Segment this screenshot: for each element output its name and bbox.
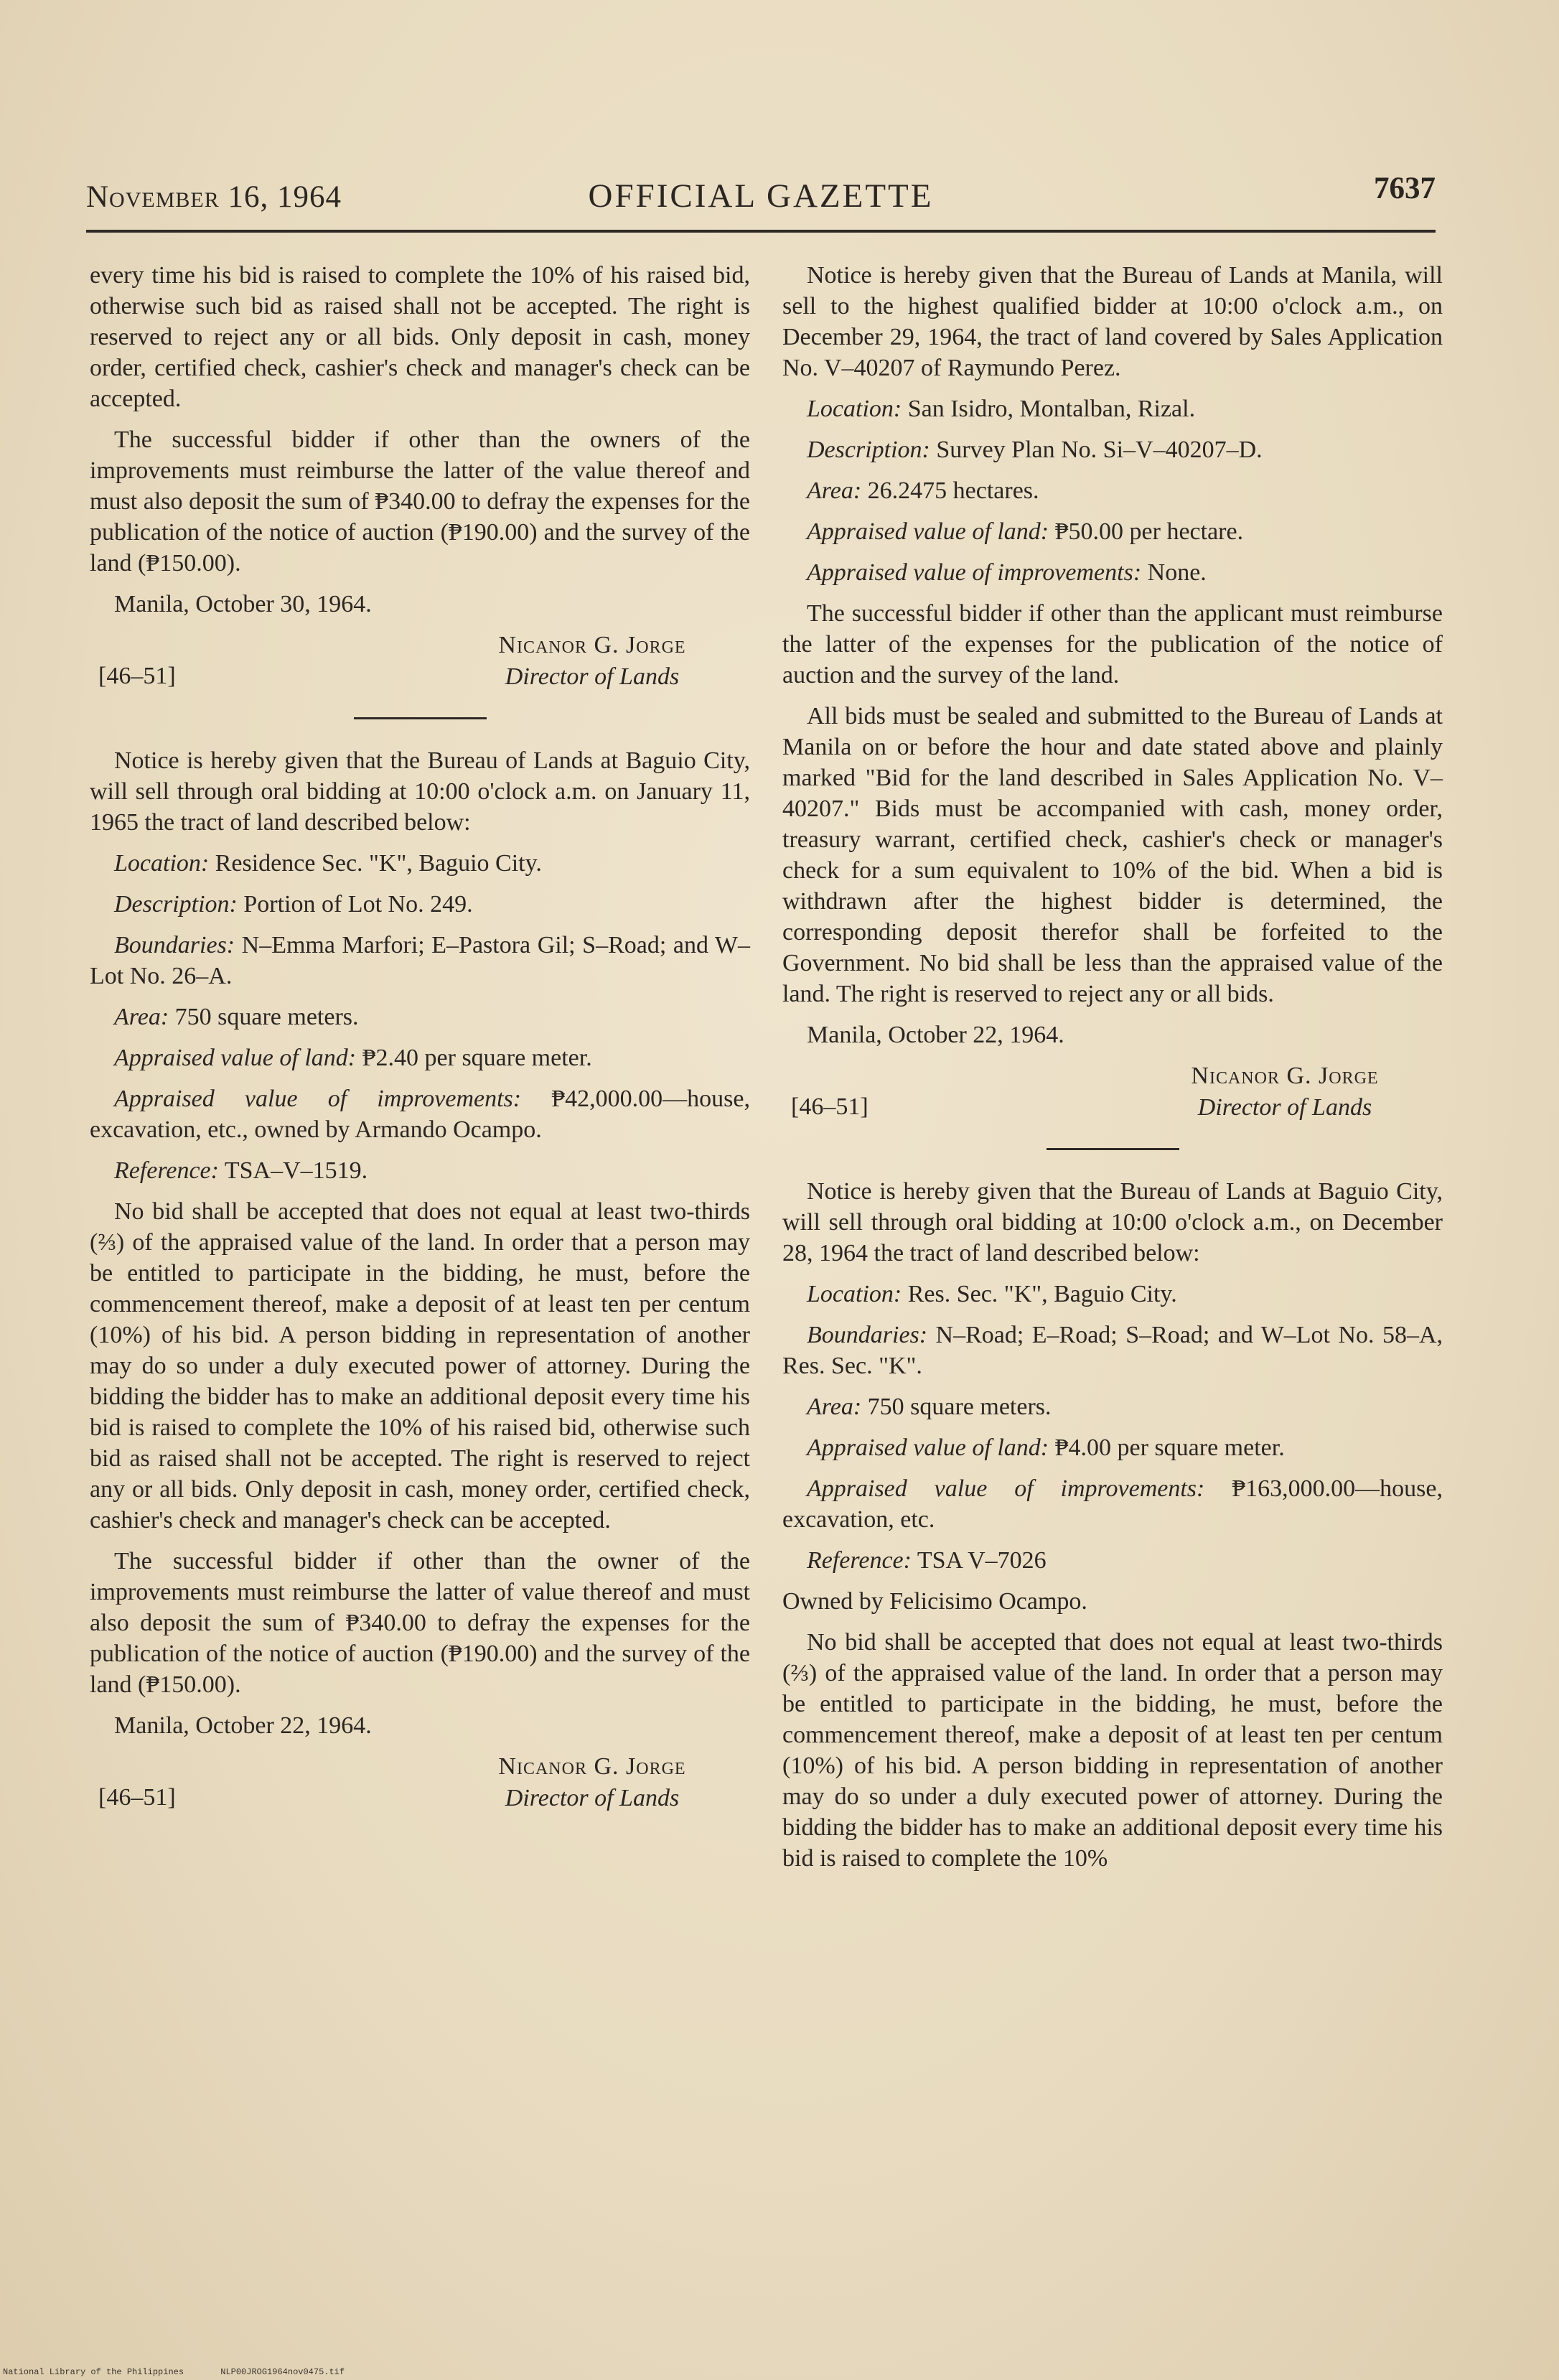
field-label: Reference: [114, 1157, 219, 1184]
field-label: Reference: [807, 1547, 912, 1574]
field-land-value [782, 1432, 1443, 1463]
field-improvements-value [90, 1083, 750, 1145]
field-reference [782, 1545, 1443, 1576]
field-label: Location: [114, 850, 210, 877]
field-value: 750 square meters. [169, 1004, 359, 1030]
signatory-name: Nicanor G. Jorge [1191, 1063, 1379, 1089]
notice-paragraph: The successful bidder if other than the owner of the improvements must reimburse the latter of value thereof and must also deposit the sum of ₱340.00 to defray the expenses for the publication of the notice of auction (₱190.00) and the survey of the land (₱150.00). [90, 1548, 750, 1698]
issue-reference: [46–51] [98, 1784, 176, 1811]
field-label: Description: [807, 437, 930, 463]
right-column [782, 260, 1443, 1884]
field-value: Residence Sec. "K", Baguio City. [209, 850, 542, 877]
header-title: OFFICIAL GAZETTE [588, 177, 934, 215]
field-location [90, 848, 750, 879]
notice-divider [354, 717, 487, 719]
signatory-title: Director of Lands [1197, 1094, 1372, 1121]
field-value: 750 square meters. [861, 1394, 1052, 1420]
field-value: N–Road; E–Road; S–Road; and W–Lot No. 58–A, Res. Sec. "K". [782, 1322, 1443, 1379]
field-area [90, 1002, 750, 1032]
notice-paragraph: No bid shall be accepted that does not equal at least two-thirds (⅔) of the appraised value of the land. In order that a person may be entitled to participate in the bidding, he must, before the commencement thereof, make a deposit of at least ten per centum (10%) of his bid. A person bidding in representation of another may do so under a duly executed power of attorney. During the bidding the bidder has to make an additional deposit every time his bid is raised to complete the 10% of his raised bid, otherwise such bid as raised shall not be accepted. The right is reserved to reject any or all bids. Only deposit in cash, money order, certified check, cashier's check and manager's check can be accepted. [90, 1198, 750, 1534]
field-value: None. [1141, 559, 1207, 586]
field-value: 26.2475 hectares. [861, 477, 1039, 504]
signature-block [90, 1751, 750, 1817]
continued-paragraph: The successful bidder if other than the owners of the improvements must reimburse the latter of the value thereof and must also deposit the sum of ₱340.00 to defray the expenses for the publication of the notice of auction (₱190.00) and the survey of the land (₱150.00). [90, 426, 750, 577]
field-land-value [90, 1042, 750, 1073]
notice-paragraph: All bids must be sealed and submitted to the Bureau of Lands at Manila on or before the hour and date stated above and plainly marked "Bid for the land described in Sales Application No. V–40207." Bids must be accompanied with cash, money order, treasury warrant, certified check, cashier's check or manager's check for a sum equivalent to 10% of the bid. When a bid is withdrawn after the highest bidder is determined, the corresponding deposit therefor shall be forfeited to the Government. No bid shall be less than the appraised value of the land. The right is reserved to reject any or all bids. [782, 703, 1443, 1007]
scan-footer [0, 2367, 1559, 2377]
notice-divider [1047, 1148, 1179, 1150]
field-value: ₱42,000.00—house, excavation, etc., owned by Armando Ocampo. [90, 1086, 750, 1143]
field-value: ₱4.00 per square meter. [1049, 1434, 1285, 1461]
field-land-value [782, 516, 1443, 547]
signature-block [782, 1060, 1443, 1126]
field-label: Description: [114, 891, 238, 918]
field-reference [90, 1155, 750, 1186]
signature-block [90, 630, 750, 696]
notice-paragraph: No bid shall be accepted that does not equal at least two-thirds (⅔) of the appraised value of the land. In order that a person may be entitled to participate in the bidding, he must, before the commencement thereof, make a deposit of at least ten per centum (10%) of his bid. A person bidding in representation of another may do so under a duly executed power of attorney. During the bidding the bidder has to make an additional deposit every time his bid is raised to complete the 10% [782, 1629, 1443, 1872]
dateline: Manila, October 22, 1964. [807, 1022, 1064, 1048]
field-value: TSA–V–1519. [218, 1157, 368, 1184]
notice-intro: Notice is hereby given that the Bureau of Lands at Baguio City, will sell through oral bidding at 10:00 o'clock a.m., on December 28, 1964 the tract of land described below: [782, 1178, 1443, 1266]
issue-reference: [46–51] [98, 663, 176, 689]
dateline: Manila, October 22, 1964. [114, 1712, 372, 1739]
dateline: Manila, October 30, 1964. [114, 591, 372, 617]
field-label: Appraised value of land: [807, 518, 1049, 545]
field-label: Boundaries: [807, 1322, 928, 1348]
left-column [90, 260, 750, 1824]
field-description [782, 434, 1443, 465]
field-value: ₱2.40 per square meter. [356, 1045, 592, 1071]
field-value: TSA V–7026 [911, 1547, 1047, 1574]
field-improvements-value [782, 1473, 1443, 1535]
field-value: Survey Plan No. Si–V–40207–D. [930, 437, 1263, 463]
field-area [782, 475, 1443, 506]
field-location [782, 393, 1443, 424]
scan-filename: NLP00JROG1964nov0475.tif [220, 2367, 345, 2377]
field-label: Appraised value of land: [807, 1434, 1049, 1461]
field-boundaries [782, 1320, 1443, 1381]
field-label: Area: [807, 477, 862, 504]
signatory-name: Nicanor G. Jorge [498, 1753, 686, 1780]
field-value: ₱163,000.00—house, excavation, etc. [782, 1475, 1443, 1533]
field-label: Area: [114, 1004, 169, 1030]
page-number: 7637 [1374, 172, 1436, 205]
signatory-title: Director of Lands [505, 1785, 680, 1811]
header-date: November 16, 1964 [86, 180, 342, 214]
issue-reference: [46–51] [791, 1093, 869, 1120]
signatory-name: Nicanor G. Jorge [498, 632, 686, 658]
page-header [86, 169, 1436, 220]
field-location [782, 1279, 1443, 1310]
library-credit: National Library of the Philippines [3, 2367, 184, 2377]
field-improvements-value [782, 557, 1443, 588]
field-label: Boundaries: [114, 932, 235, 958]
continued-paragraph: every time his bid is raised to complete the 10% of his raised bid, otherwise such bid as raised shall not be accepted. The right is reserved to reject any or all bids. Only deposit in cash, money order, certified check, cashier's check and manager's check can be accepted. [90, 262, 750, 412]
field-value: ₱50.00 per hectare. [1049, 518, 1244, 545]
field-value: N–Emma Marfori; E–Pastora Gil; S–Road; and W–Lot No. 26–A. [90, 932, 750, 989]
field-boundaries [90, 930, 750, 991]
field-value: San Isidro, Montalban, Rizal. [902, 396, 1196, 422]
field-label: Appraised value of improvements: [114, 1086, 522, 1112]
field-area [782, 1391, 1443, 1422]
field-label: Area: [807, 1394, 862, 1420]
field-value: Portion of Lot No. 249. [237, 891, 473, 918]
field-label: Appraised value of improvements: [807, 559, 1142, 586]
notice-intro: Notice is hereby given that the Bureau of Lands at Manila, will sell to the highest qualified bidder at 10:00 o'clock a.m., on December 29, 1964, the tract of land covered by Sales Application No. V–40207 of Raymundo Perez. [782, 262, 1443, 381]
notice-intro: Notice is hereby given that the Bureau of Lands at Baguio City, will sell through oral bidding at 10:00 o'clock a.m. on January 11, 1965 the tract of land described below: [90, 747, 750, 836]
field-description [90, 889, 750, 920]
field-label: Appraised value of land: [114, 1045, 357, 1071]
notice-paragraph: The successful bidder if other than the applicant must reimburse the latter of the expenses for the publication of the notice of auction and the survey of the land. [782, 600, 1443, 689]
field-value: Res. Sec. "K", Baguio City. [902, 1281, 1177, 1307]
signatory-title: Director of Lands [505, 663, 680, 690]
header-rule [86, 230, 1436, 233]
field-label: Location: [807, 1281, 902, 1307]
owner-line: Owned by Felicisimo Ocampo. [782, 1588, 1087, 1615]
field-label: Location: [807, 396, 902, 422]
field-label: Appraised value of improvements: [807, 1475, 1205, 1502]
